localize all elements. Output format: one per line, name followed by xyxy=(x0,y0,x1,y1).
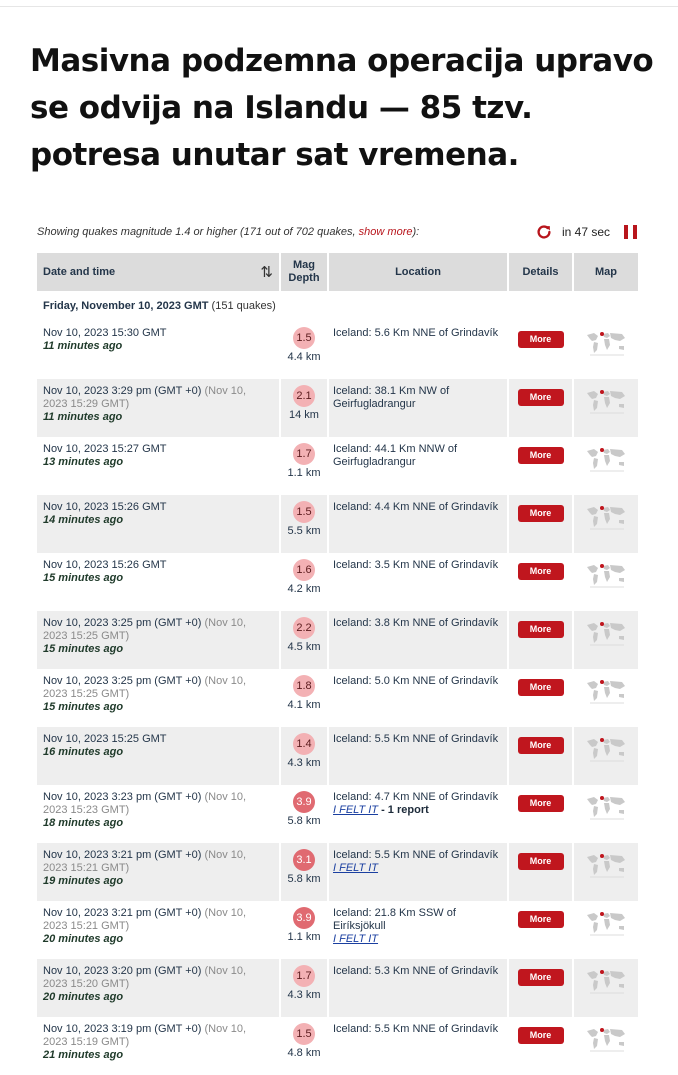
quake-local-time: Nov 10, 2023 15:26 GMT xyxy=(43,501,167,513)
quake-date-cell xyxy=(37,553,281,611)
quake-location: Iceland: 4.7 Km NNE of Grindavík xyxy=(333,791,499,803)
world-map-icon[interactable] xyxy=(584,677,628,705)
magnitude-badge: 3.9 xyxy=(293,907,315,929)
quake-map-cell xyxy=(574,553,638,611)
quake-location: Iceland: 4.4 Km NNE of Grindavík xyxy=(333,501,499,513)
world-map-icon[interactable] xyxy=(584,329,628,357)
quake-row[interactable] xyxy=(37,843,638,901)
quake-details-cell xyxy=(509,321,574,379)
more-button[interactable]: More xyxy=(518,563,564,580)
quake-depth: 4.1 km xyxy=(287,699,321,711)
quake-map-cell xyxy=(574,901,638,959)
quake-date-cell xyxy=(37,611,281,669)
quake-local-time: Nov 10, 2023 3:20 pm (GMT +0) xyxy=(43,965,205,977)
world-map-icon[interactable] xyxy=(584,793,628,821)
refresh-controls xyxy=(535,223,637,241)
quake-local-time: Nov 10, 2023 3:21 pm (GMT +0) xyxy=(43,907,205,919)
quake-mag-cell xyxy=(281,495,329,553)
quake-mag-cell xyxy=(281,321,329,379)
day-count: (151 quakes) xyxy=(208,300,276,312)
quake-map-cell xyxy=(574,379,638,437)
quake-row[interactable] xyxy=(37,495,638,553)
magnitude-badge: 3.1 xyxy=(293,849,315,871)
quake-depth: 4.8 km xyxy=(287,1047,321,1059)
world-map-icon[interactable] xyxy=(584,851,628,879)
quake-details-cell xyxy=(509,611,574,669)
quake-map-cell xyxy=(574,437,638,495)
quake-date-cell xyxy=(37,669,281,727)
quakes-table xyxy=(37,253,638,1075)
quake-map-cell xyxy=(574,727,638,785)
quake-location-cell xyxy=(329,1017,509,1075)
quake-mag-cell xyxy=(281,437,329,495)
magnitude-badge: 1.7 xyxy=(293,443,315,465)
quake-location: Iceland: 5.5 Km NNE of Grindavík xyxy=(333,1023,499,1035)
magnitude-badge: 1.6 xyxy=(293,559,315,581)
quake-time-ago: 15 minutes ago xyxy=(43,701,124,713)
quake-row[interactable] xyxy=(37,901,638,959)
quake-row[interactable] xyxy=(37,669,638,727)
quake-time-ago: 20 minutes ago xyxy=(43,991,124,1003)
quake-row[interactable] xyxy=(37,553,638,611)
quake-row[interactable] xyxy=(37,727,638,785)
day-group-header xyxy=(37,291,638,321)
quake-map-cell xyxy=(574,959,638,1017)
column-header-mag-depth[interactable] xyxy=(281,253,329,291)
world-map-icon[interactable] xyxy=(584,561,628,589)
world-map-icon[interactable] xyxy=(584,445,628,473)
column-header-map: Map xyxy=(574,253,638,291)
quake-mag-cell xyxy=(281,901,329,959)
quake-depth: 4.4 km xyxy=(287,351,321,363)
world-map-icon[interactable] xyxy=(584,967,628,995)
quake-location-cell xyxy=(329,727,509,785)
quake-date-cell xyxy=(37,495,281,553)
quake-depth: 14 km xyxy=(289,409,319,421)
refresh-timer: in 47 sec xyxy=(561,225,610,239)
quake-row[interactable] xyxy=(37,437,638,495)
more-button[interactable]: More xyxy=(518,505,564,522)
quake-location-cell xyxy=(329,785,509,843)
quake-details-cell xyxy=(509,669,574,727)
quake-date-cell xyxy=(37,843,281,901)
more-button[interactable]: More xyxy=(518,795,564,812)
quake-local-time: Nov 10, 2023 15:25 GMT xyxy=(43,733,167,745)
quake-mag-cell xyxy=(281,959,329,1017)
quake-location: Iceland: 3.5 Km NNE of Grindavík xyxy=(333,559,499,571)
quake-local-time: Nov 10, 2023 3:23 pm (GMT +0) xyxy=(43,791,205,803)
quake-location: Iceland: 21.8 Km SSW of Eiríksjökull xyxy=(333,907,456,932)
quake-time-ago: 15 minutes ago xyxy=(43,643,124,655)
article-headline: Masivna podzemna operacija upravo se odvija na Islandu — 85 tzv. potresa unutar sat vremena. xyxy=(30,43,654,173)
column-depth-label: Depth xyxy=(288,272,320,284)
quake-location-cell xyxy=(329,669,509,727)
quake-location: Iceland: 5.5 Km NNE of Grindavík xyxy=(333,849,499,861)
quake-depth: 4.3 km xyxy=(287,989,321,1001)
column-header-location[interactable]: Location xyxy=(329,253,509,291)
quake-mag-cell xyxy=(281,843,329,901)
more-button[interactable]: More xyxy=(518,1027,564,1044)
quake-location-cell xyxy=(329,611,509,669)
quake-details-cell xyxy=(509,495,574,553)
quake-local-time: Nov 10, 2023 15:30 GMT xyxy=(43,327,167,339)
quake-row[interactable] xyxy=(37,321,638,379)
quake-local-time: Nov 10, 2023 15:27 GMT xyxy=(43,443,167,455)
i-felt-it-link[interactable]: I FELT IT xyxy=(333,933,379,945)
quake-location: Iceland: 5.6 Km NNE of Grindavík xyxy=(333,327,499,339)
column-mag-label: Mag xyxy=(293,259,315,271)
quake-row[interactable] xyxy=(37,1017,638,1075)
quake-location: Iceland: 5.3 Km NNE of Grindavík xyxy=(333,965,499,977)
quake-details-cell xyxy=(509,1017,574,1075)
more-button[interactable]: More xyxy=(518,331,564,348)
quake-time-ago: 11 minutes ago xyxy=(43,340,123,352)
quake-map-cell xyxy=(574,843,638,901)
quake-date-cell xyxy=(37,1017,281,1075)
more-button[interactable]: More xyxy=(518,389,564,406)
pause-icon[interactable] xyxy=(624,225,637,239)
quake-depth: 1.1 km xyxy=(287,467,321,479)
magnitude-badge: 1.7 xyxy=(293,965,315,987)
i-felt-it-link[interactable]: I FELT IT xyxy=(333,862,379,874)
quake-map-cell xyxy=(574,321,638,379)
quake-gmt-time: (Nov 10, 2023 15:20 GMT) xyxy=(43,965,247,990)
quake-location: Iceland: 3.8 Km NNE of Grindavík xyxy=(333,617,499,629)
magnitude-badge: 3.9 xyxy=(293,791,315,813)
quake-depth: 5.8 km xyxy=(287,815,321,827)
quake-details-cell xyxy=(509,959,574,1017)
quake-map-cell xyxy=(574,1017,638,1075)
filter-text-suffix: ): xyxy=(412,226,420,238)
quake-gmt-time: (Nov 10, 2023 15:23 GMT) xyxy=(43,791,247,816)
quake-mag-cell xyxy=(281,1017,329,1075)
quake-location: Iceland: 5.5 Km NNE of Grindavík xyxy=(333,733,499,745)
day-label: Friday, November 10, 2023 GMT xyxy=(43,300,209,312)
quake-time-ago: 19 minutes ago xyxy=(43,875,124,887)
refresh-icon[interactable] xyxy=(535,223,553,241)
quake-depth: 4.2 km xyxy=(287,583,321,595)
quake-date-cell xyxy=(37,321,281,379)
quake-details-cell xyxy=(509,727,574,785)
magnitude-badge: 2.2 xyxy=(293,617,315,639)
quake-mag-cell xyxy=(281,553,329,611)
quake-mag-cell xyxy=(281,669,329,727)
quake-local-time: Nov 10, 2023 15:26 GMT xyxy=(43,559,167,571)
column-date-label: Date and time xyxy=(43,266,116,278)
felt-report-count: - 1 report xyxy=(378,804,429,816)
quake-depth: 4.3 km xyxy=(287,757,321,769)
more-button[interactable]: More xyxy=(518,737,564,754)
quake-mag-cell xyxy=(281,379,329,437)
sort-icon[interactable]: ⇅ xyxy=(260,264,273,281)
quake-date-cell xyxy=(37,379,281,437)
quake-location: Iceland: 44.1 Km NNW of Geirfugladrangur xyxy=(333,443,458,468)
world-map-icon[interactable] xyxy=(584,619,628,647)
quake-location-cell xyxy=(329,495,509,553)
more-button[interactable]: More xyxy=(518,853,564,870)
i-felt-it-link[interactable]: I FELT IT xyxy=(333,804,379,816)
world-map-icon[interactable] xyxy=(584,735,628,763)
quake-date-cell xyxy=(37,901,281,959)
quake-row[interactable] xyxy=(37,379,638,437)
quake-depth: 5.8 km xyxy=(287,873,321,885)
more-button[interactable]: More xyxy=(518,621,564,638)
quake-depth: 1.1 km xyxy=(287,931,321,943)
quake-details-cell xyxy=(509,843,574,901)
magnitude-badge: 1.5 xyxy=(293,1023,315,1045)
quake-local-time: Nov 10, 2023 3:19 pm (GMT +0) xyxy=(43,1023,205,1035)
quake-location: Iceland: 38.1 Km NW of Geirfugladrangur xyxy=(333,385,450,410)
magnitude-badge: 1.8 xyxy=(293,675,315,697)
quake-gmt-time: (Nov 10, 2023 15:25 GMT) xyxy=(43,617,247,642)
column-header-date[interactable] xyxy=(37,253,281,291)
quake-details-cell xyxy=(509,901,574,959)
quake-details-cell xyxy=(509,379,574,437)
quake-filter-info xyxy=(37,226,637,244)
quake-location-cell xyxy=(329,321,509,379)
quake-local-time: Nov 10, 2023 3:29 pm (GMT +0) xyxy=(43,385,205,397)
quake-time-ago: 15 minutes ago xyxy=(43,572,124,584)
more-button[interactable]: More xyxy=(518,679,564,696)
quake-location-cell xyxy=(329,901,509,959)
quake-mag-cell xyxy=(281,785,329,843)
more-button[interactable]: More xyxy=(518,447,564,464)
quake-mag-cell xyxy=(281,727,329,785)
quake-location-cell xyxy=(329,843,509,901)
magnitude-badge: 1.5 xyxy=(293,327,315,349)
quake-location-cell xyxy=(329,553,509,611)
quake-details-cell xyxy=(509,553,574,611)
world-map-icon[interactable] xyxy=(584,387,628,415)
quake-local-time: Nov 10, 2023 3:25 pm (GMT +0) xyxy=(43,675,205,687)
quake-date-cell xyxy=(37,727,281,785)
quake-location: Iceland: 5.0 Km NNE of Grindavík xyxy=(333,675,499,687)
world-map-icon[interactable] xyxy=(584,909,628,937)
world-map-icon[interactable] xyxy=(584,503,628,531)
magnitude-badge: 2.1 xyxy=(293,385,315,407)
quake-map-cell xyxy=(574,785,638,843)
show-more-link[interactable]: show more xyxy=(358,226,413,238)
quake-time-ago: 18 minutes ago xyxy=(43,817,124,829)
quake-row[interactable] xyxy=(37,611,638,669)
filter-text: Showing quakes magnitude 1.4 or higher (171 out of 702 quakes, xyxy=(37,226,359,238)
quake-gmt-time: (Nov 10, 2023 15:25 GMT) xyxy=(43,675,247,700)
more-button[interactable]: More xyxy=(518,911,564,928)
quake-gmt-time: (Nov 10, 2023 15:29 GMT) xyxy=(43,385,247,410)
quake-location-cell xyxy=(329,437,509,495)
world-map-icon[interactable] xyxy=(584,1025,628,1053)
quake-map-cell xyxy=(574,495,638,553)
top-divider xyxy=(0,0,678,7)
more-button[interactable]: More xyxy=(518,969,564,986)
quake-row[interactable] xyxy=(37,785,638,843)
quake-location-cell xyxy=(329,959,509,1017)
quake-map-cell xyxy=(574,611,638,669)
quake-date-cell xyxy=(37,785,281,843)
quake-time-ago: 20 minutes ago xyxy=(43,933,124,945)
quake-time-ago: 16 minutes ago xyxy=(43,746,124,758)
magnitude-badge: 1.4 xyxy=(293,733,315,755)
quake-details-cell xyxy=(509,785,574,843)
quake-time-ago: 13 minutes ago xyxy=(43,456,124,468)
quake-depth: 5.5 km xyxy=(287,525,321,537)
quake-details-cell xyxy=(509,437,574,495)
quake-depth: 4.5 km xyxy=(287,641,321,653)
quake-gmt-time: (Nov 10, 2023 15:19 GMT) xyxy=(43,1023,247,1048)
quake-date-cell xyxy=(37,959,281,1017)
quake-gmt-time: (Nov 10, 2023 15:21 GMT) xyxy=(43,849,247,874)
quake-gmt-time: (Nov 10, 2023 15:21 GMT) xyxy=(43,907,247,932)
quake-time-ago: 14 minutes ago xyxy=(43,514,124,526)
magnitude-badge: 1.5 xyxy=(293,501,315,523)
quake-time-ago: 11 minutes ago xyxy=(43,411,123,423)
quake-time-ago: 21 minutes ago xyxy=(43,1049,124,1061)
quake-date-cell xyxy=(37,437,281,495)
quake-local-time: Nov 10, 2023 3:25 pm (GMT +0) xyxy=(43,617,205,629)
quake-mag-cell xyxy=(281,611,329,669)
quake-map-cell xyxy=(574,669,638,727)
quake-local-time: Nov 10, 2023 3:21 pm (GMT +0) xyxy=(43,849,205,861)
quake-row[interactable] xyxy=(37,959,638,1017)
quake-location-cell xyxy=(329,379,509,437)
column-header-details: Details xyxy=(509,253,574,291)
